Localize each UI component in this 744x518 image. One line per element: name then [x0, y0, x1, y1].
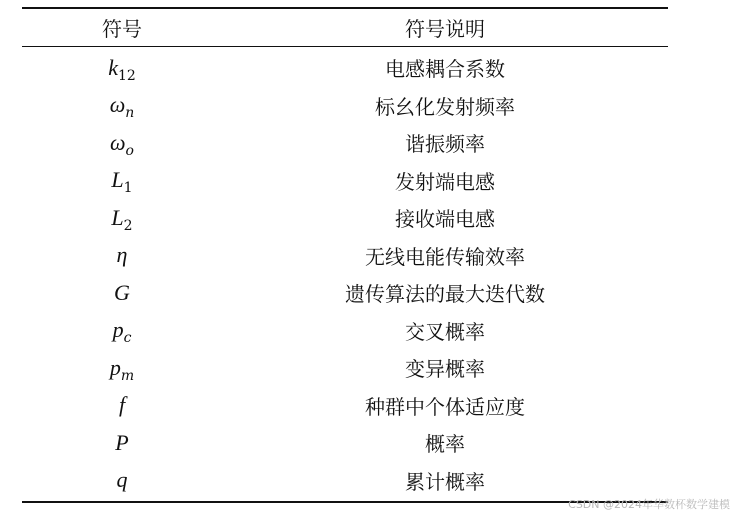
symbol: q — [116, 467, 128, 493]
symbol-cell — [22, 92, 222, 122]
symbol: p — [109, 354, 121, 380]
description-cell: 无线电能传输效率 — [365, 244, 525, 269]
symbol: p — [112, 317, 124, 343]
symbol-cell — [22, 317, 222, 347]
symbol-subscript: 2 — [123, 217, 133, 234]
description-cell: 累计概率 — [405, 469, 485, 494]
symbol: k — [108, 54, 118, 80]
symbol-cell — [22, 167, 222, 197]
watermark: CSDN @2024年华数杯数学建模 — [568, 498, 730, 511]
table-row — [22, 162, 668, 200]
description-cell: 接收端电感 — [395, 207, 495, 232]
symbol-cell — [22, 354, 222, 384]
table-row — [22, 312, 668, 350]
table-row — [22, 349, 668, 387]
symbol-cell — [22, 467, 222, 493]
description-cell: 变异概率 — [405, 357, 485, 382]
symbol-cell — [22, 392, 222, 418]
symbol-table — [22, 7, 668, 503]
table-row — [22, 49, 668, 87]
description-cell: 电感耦合系数 — [385, 57, 505, 82]
symbol: ω — [109, 92, 126, 118]
symbol: η — [116, 242, 128, 268]
symbol-subscript: m — [120, 367, 135, 384]
table-row — [22, 124, 668, 162]
symbol-subscript: n — [125, 105, 135, 122]
description-cell: 概率 — [425, 432, 465, 457]
symbol-subscript: 12 — [117, 67, 136, 84]
header-symbol: 符号 — [102, 17, 142, 41]
symbol: f — [118, 392, 126, 418]
table-row — [22, 87, 668, 125]
symbol: L — [111, 167, 124, 193]
description-cell: 遗传算法的最大迭代数 — [345, 282, 545, 307]
description-cell: 谐振频率 — [405, 132, 485, 157]
symbol-cell — [22, 129, 222, 159]
symbol-cell — [22, 54, 222, 84]
symbol: G — [114, 279, 130, 305]
symbol-subscript: c — [123, 330, 132, 347]
table-header-row — [22, 9, 668, 46]
symbol-cell — [22, 242, 222, 268]
table-row — [22, 462, 668, 500]
symbol: P — [115, 429, 129, 455]
table-row — [22, 237, 668, 275]
symbol-cell — [22, 430, 222, 456]
symbol-subscript: o — [125, 142, 134, 159]
symbol: L — [111, 204, 124, 230]
description-cell: 标幺化发射频率 — [375, 94, 515, 119]
symbol: ω — [110, 129, 126, 155]
table-row — [22, 387, 668, 425]
symbol-cell — [22, 204, 222, 234]
description-cell: 发射端电感 — [395, 169, 495, 194]
table-body — [22, 47, 668, 499]
table-row — [22, 424, 668, 462]
symbol-subscript: 1 — [123, 180, 133, 197]
header-description: 符号说明 — [405, 17, 485, 41]
symbol-cell — [22, 280, 222, 306]
table-row — [22, 199, 668, 237]
description-cell: 种群中个体适应度 — [365, 394, 525, 419]
table-row — [22, 274, 668, 312]
description-cell: 交叉概率 — [405, 319, 485, 344]
